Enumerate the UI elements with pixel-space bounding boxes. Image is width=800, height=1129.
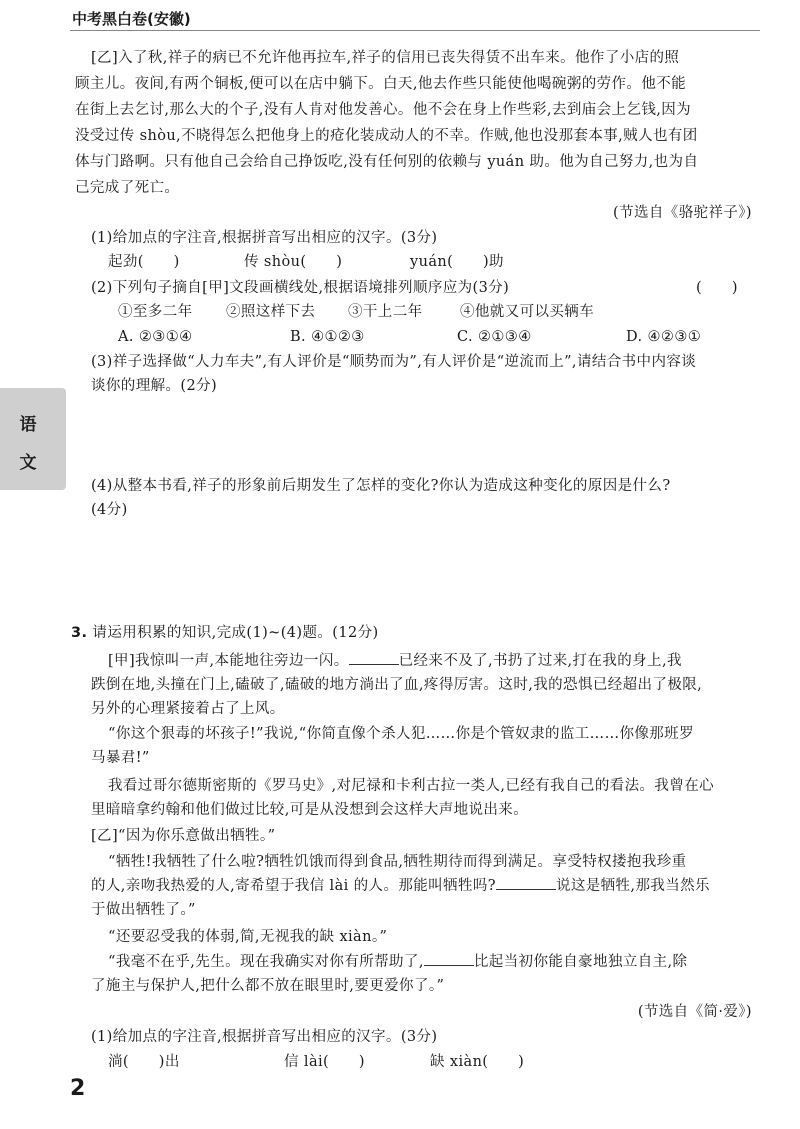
header-title: 中考黑白卷(安徽) — [72, 10, 191, 28]
source-citation: (节选自《简·爱》) — [637, 1004, 752, 1020]
fill-blank-3[interactable] — [424, 951, 474, 966]
q2-option: ④他就又可以买辆车 — [460, 304, 595, 320]
passage-jia-line: [甲]我惊叫一声,本能地往旁边一闪。 已经来不及了,书扔了过来,打在我的身上,我 — [108, 649, 682, 674]
passage-line: [乙]入了秋,祥子的病已不允许他再拉车,祥子的信用已丧失得赁不出车来。他作了小店的照 — [91, 50, 680, 66]
choice-b: B. ④①②③ — [290, 329, 365, 345]
choice-a: A. ②③①④ — [118, 329, 193, 345]
subject-side-tab — [0, 388, 66, 490]
q2-option: ③干上二年 — [348, 304, 423, 320]
passage-yi-line: “牺牲!我牺牲了什么啦?牺牲饥饿而得到食品,牺牲期待而得到满足。享受特权搂抱我珍重 — [108, 854, 687, 870]
passage-jia-line: 里暗暗拿约翰和他们做过比较,可是从没想到会这样大声地说出来。 — [91, 802, 529, 818]
question-3-line: (3)祥子选择做“人力车夫”,有人评价是“顺势而为”,有人评价是“逆流而上”,请结合书中内容谈 — [91, 354, 697, 370]
passage-jia-line: 另外的心理紧接着占了上风。 — [91, 701, 285, 717]
q2-option: ①至多二年 — [118, 304, 193, 320]
passage-line: 顾主儿。夜间,有两个铜板,便可以在店中躺下。白天,他去作些只能使他喝碗粥的劳作。他不能 — [75, 76, 687, 92]
passage-jia-line: 马暴君!” — [91, 750, 150, 766]
header-divider — [70, 30, 760, 31]
passage-line: 没受过传 shòu,不晓得怎么把他身上的疮化装成动人的不幸。作贼,他也没那套本事,贼人也有团 — [75, 128, 698, 144]
section-3-heading — [71, 621, 379, 646]
section-3-question-1-prompt: (1)给加点的字注音,根据拼音写出相应的汉字。(3分) — [91, 1029, 438, 1045]
question-4-line: (4分) — [91, 502, 128, 518]
question-2-prompt: (2)下列句子摘自[甲]文段画横线处,根据语境排列顺序应为(3分) — [91, 280, 510, 296]
passage-line: 体与门路啊。只有他自己会给自己挣饭吃,没有任何别的依赖与 yuán 助。他为自己努力,也为自 — [75, 154, 699, 170]
s3q1-item-tang: 淌( )出 — [108, 1054, 180, 1070]
section-number: 3. — [71, 625, 88, 641]
passage-yi-line: “还要忍受我的体弱,简,无视我的缺 xiàn。” — [108, 929, 388, 945]
passage-line: 己完成了死亡。 — [75, 180, 180, 196]
choice-d: D. ④②③① — [626, 329, 702, 345]
question-3-line: 谈你的理解。(2分) — [91, 378, 218, 394]
passage-yi-line: [乙]“因为你乐意做出牺牲。” — [91, 828, 276, 844]
fill-blank-1[interactable] — [349, 650, 399, 665]
page-number: 2 — [70, 1076, 86, 1101]
q2-option: ②照这样下去 — [226, 304, 316, 320]
q1-item-yuan: yuán( )助 — [410, 254, 504, 270]
side-tab-char-2: 文 — [19, 453, 37, 473]
passage-yi-line: 了施主与保护人,把什么都不放在眼里时,要更爱你了。” — [91, 978, 445, 994]
answer-bracket: ( ) — [696, 280, 738, 296]
fill-blank-2[interactable] — [496, 875, 556, 890]
s3q1-item-lai: 信 lài( ) — [284, 1054, 365, 1070]
side-tab-char-1: 语 — [19, 415, 37, 435]
passage-jia-line: 跌倒在地,头撞在门上,磕破了,磕破的地方淌出了血,疼得厉害。这时,我的恐惧已经超出了极限, — [91, 677, 703, 693]
passage-line: 在街上去乞讨,那么大的个子,没有人肯对他发善心。他不会在身上作些彩,去到庙会上乞钱,因为 — [75, 102, 692, 118]
q1-item-shou: 传 shòu( ) — [244, 254, 343, 270]
section-3-prompt: 请运用积累的知识,完成(1)~(4)题。(12分) — [92, 625, 379, 641]
passage-yi-line: 的人,亲吻我热爱的人,寄希望于我信 lài 的人。那能叫牺牲吗? 说这是牺牲,那我当然乐 — [91, 874, 710, 899]
passage-jia-line: “你这个狠毒的坏孩子!”我说,“你简直像个杀人犯……你是个管奴隶的监工……你像那班罗 — [108, 726, 694, 742]
source-citation: (节选自《骆驼祥子》) — [613, 205, 752, 221]
passage-yi-line: 于做出牺牲了。” — [91, 902, 196, 918]
question-4-line: (4)从整本书看,祥子的形象前后期发生了怎样的变化?你认为造成这种变化的原因是什么? — [91, 478, 671, 494]
question-1-prompt: (1)给加点的字注音,根据拼音写出相应的汉字。(3分) — [91, 230, 438, 246]
s3q1-item-xian: 缺 xiàn( ) — [430, 1054, 525, 1070]
passage-jia-line: 我看过哥尔德斯密斯的《罗马史》,对尼禄和卡利古拉一类人,已经有我自己的看法。我曾在心 — [108, 778, 715, 794]
passage-yi-line: “我毫不在乎,先生。现在我确实对你有所帮助了, 比起当初你能自豪地独立自主,除 — [108, 950, 687, 975]
q1-item-qijin: 起劲( ) — [108, 254, 180, 270]
choice-c: C. ②①③④ — [457, 329, 532, 345]
